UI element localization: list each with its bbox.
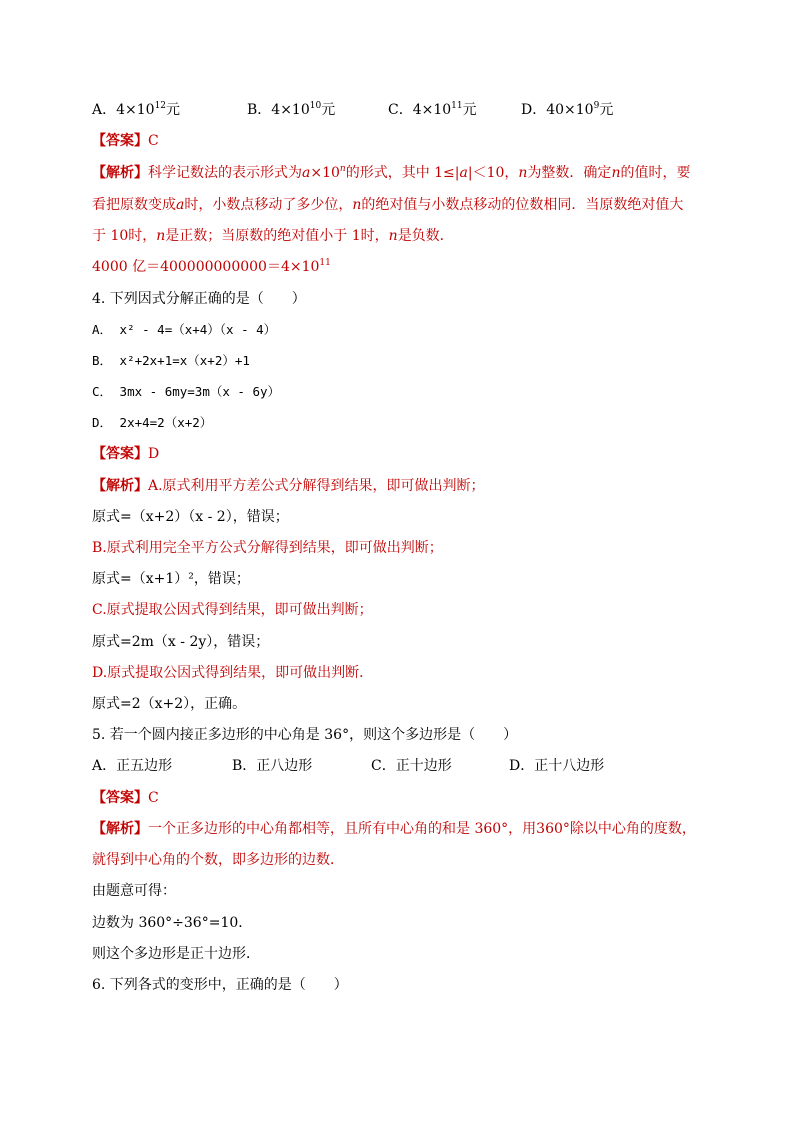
q6-stem: 6. 下列各式的变形中，正确的是（ ）	[92, 977, 348, 993]
q5-option-c: C．正十边形	[371, 758, 452, 774]
q4-analysis-line-5: C.原式提取公因式得到结果，即可做出判断；	[92, 602, 373, 618]
q5-stem: 5. 若一个圆内接正多边形的中心角是 36°，则这个多边形是（ ）	[92, 727, 518, 743]
q4-option-c: C． 3mx - 6my=3m（x - 6y）	[92, 384, 281, 399]
q4-analysis-line-4: 原式=（x+1）²，错误；	[92, 571, 250, 587]
q3-option-b: B．$4\times 10^{10}$元	[247, 101, 336, 118]
q3-answer: 【答案】C	[92, 133, 159, 149]
q5-option-d: D．正十八边形	[509, 758, 605, 774]
q5-analysis-line-1: 【解析】一个正多边形的中心角都相等，且所有中心角的和是 360°，用360°除以中心角的度数，	[92, 821, 696, 837]
q4-analysis-line-8: 原式=2（x+2），正确。	[92, 696, 247, 712]
q3-calculation: 4000 亿$=400000000000=4\times 10^{11}$	[92, 258, 331, 275]
q3-analysis-line-1: 【解析】科学记数法的表示形式为$a\times 10^n$的形式，其中 1≤|a|＜10，n为整数．确定n的值时，要	[92, 164, 691, 181]
q3-option-a: A．$4\times 10^{12}$元	[92, 101, 181, 118]
q4-analysis-line-6: 原式=2m（x - 2y），错误；	[92, 634, 270, 650]
q5-analysis-line-3: 由题意可得：	[92, 883, 176, 899]
q4-option-b: B． x²+2x+1=x（x+2）+1	[92, 353, 250, 368]
q3-analysis-line-2: 看把原数变成a时，小数点移动了多少位，n的绝对值与小数点移动的位数相同．当原数绝对值大	[92, 197, 684, 213]
q5-answer: 【答案】C	[92, 790, 159, 806]
q4-option-a: A． x² - 4=（x+4）（x - 4）	[92, 322, 277, 337]
q4-stem: 4. 下列因式分解正确的是（ ）	[92, 291, 306, 307]
q4-analysis-line-7: D.原式提取公因式得到结果，即可做出判断．	[92, 665, 374, 681]
q4-answer: 【答案】D	[92, 446, 160, 462]
q5-analysis-line-4: 边数为 360°÷36°=10．	[92, 915, 253, 931]
q4-option-d: D． 2x+4=2（x+2）	[92, 415, 213, 430]
q3-option-c: C．$4\times 10^{11}$元	[388, 101, 477, 118]
q5-options	[92, 756, 604, 776]
q5-option-a: A．正五边形	[92, 758, 173, 774]
q5-analysis-line-2: 就得到中心角的个数，即多边形的边数．	[92, 852, 344, 868]
q4-analysis-line-1: 【解析】A.原式利用平方差公式分解得到结果，即可做出判断；	[92, 478, 485, 494]
q4-analysis-line-3: B.原式利用完全平方公式分解得到结果，即可做出判断；	[92, 540, 443, 556]
q5-option-b: B．正八边形	[232, 758, 313, 774]
q3-analysis-line-3: 于 10时，n是正数；当原数的绝对值小于 1时，n是负数．	[92, 228, 454, 244]
q3-option-d: D．$40\times 10^9$元	[521, 101, 614, 118]
q5-analysis-line-5: 则这个多边形是正十边形．	[92, 946, 260, 962]
q4-analysis-line-2: 原式=（x+2）（x - 2），错误；	[92, 509, 289, 525]
q3-options	[92, 100, 613, 120]
